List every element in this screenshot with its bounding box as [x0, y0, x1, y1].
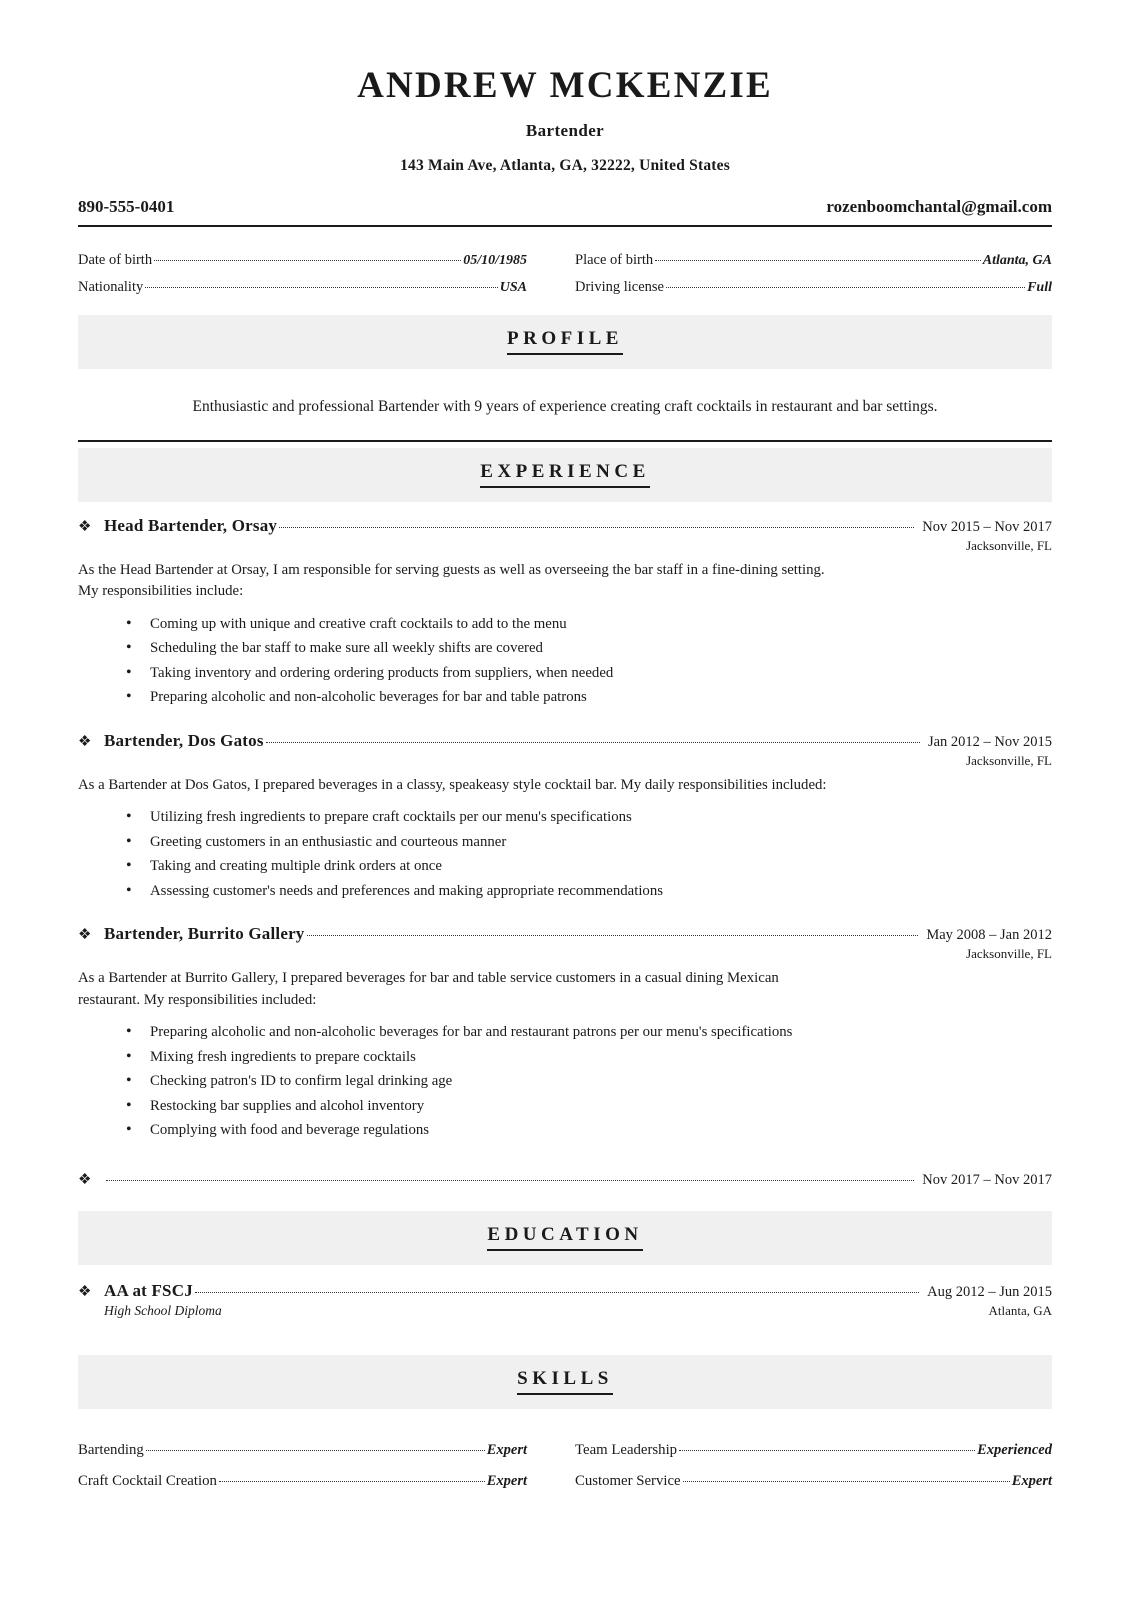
detail-label: Nationality [78, 278, 144, 295]
section-title: EXPERIENCE [480, 461, 650, 488]
experience-section [78, 502, 1052, 1189]
list-item: • Utilizing fresh ingredients to prepare craft cocktails per our menu's specifications [126, 806, 956, 828]
education-subrow [78, 1303, 1052, 1319]
dot-leader [106, 1180, 914, 1181]
entry-date: Jan 2012 – Nov 2015 [927, 733, 1052, 750]
entry-title: Bartender, Burrito Gallery [104, 924, 305, 944]
entry-location: Jacksonville, FL [966, 752, 1052, 768]
entry-header [78, 731, 1052, 751]
entry-date: May 2008 – Jan 2012 [926, 927, 1052, 944]
skill-item [565, 1435, 1052, 1466]
entry-date: Nov 2015 – Nov 2017 [922, 518, 1052, 535]
dot-leader [683, 1481, 1010, 1482]
entry-bullet-list [78, 1021, 956, 1141]
diamond-icon: ❖ [78, 733, 92, 750]
list-item: • Taking inventory and ordering ordering products from suppliers, when needed [126, 662, 956, 684]
experience-entry-empty [78, 1164, 1052, 1189]
detail-driving-license [565, 274, 1052, 301]
entry-date: Nov 2017 – Nov 2017 [922, 1171, 1052, 1188]
contact-row [78, 197, 1052, 227]
skill-name: Customer Service [575, 1472, 681, 1489]
entry-title: Head Bartender, Orsay [104, 515, 278, 535]
detail-date-of-birth [78, 247, 565, 274]
diamond-icon: ❖ [78, 927, 92, 944]
dot-leader [655, 260, 981, 261]
skill-level: Experienced [977, 1441, 1052, 1458]
section-title: SKILLS [517, 1368, 613, 1395]
profile-section [78, 369, 1052, 442]
dot-leader [666, 287, 1025, 288]
list-item: • Taking and creating multiple drink orders at once [126, 855, 956, 877]
detail-label: Driving license [575, 278, 664, 295]
detail-value: USA [499, 279, 527, 295]
skill-level: Expert [486, 1472, 527, 1489]
experience-entry [78, 516, 1052, 709]
dot-leader [154, 260, 461, 261]
skill-item [565, 1466, 1052, 1497]
entry-header [78, 1164, 1052, 1189]
dot-leader [279, 527, 914, 528]
entry-description: As the Head Bartender at Orsay, I am responsible for serving guests as well as overseeing the bar staff in a fine-dining setting. My responsibilities include: [78, 561, 825, 600]
skill-level: Expert [1011, 1472, 1052, 1489]
education-degree: High School Diploma [104, 1302, 222, 1318]
section-banner-experience [78, 448, 1052, 502]
profile-text: Enthusiastic and professional Bartender with 9 years of experience creating craft cocktails in restaurant and bar settings. [192, 397, 938, 415]
skill-name: Craft Cocktail Creation [78, 1472, 217, 1489]
candidate-job-title: Bartender [525, 120, 605, 140]
entry-description: As a Bartender at Dos Gatos, I prepared beverages in a classy, speakeasy style cocktail bar. My daily responsibilities included: [78, 776, 827, 793]
detail-label: Place of birth [575, 251, 654, 268]
candidate-address: 143 Main Ave, Atlanta, GA, 32222, United States [400, 156, 730, 174]
detail-value: Atlanta, GA [982, 252, 1052, 268]
list-item: • Greeting customers in an enthusiastic and courteous manner [126, 831, 956, 853]
list-item: • Restocking bar supplies and alcohol inventory [126, 1095, 956, 1117]
skills-section [78, 1409, 1052, 1537]
entry-location: Jacksonville, FL [966, 946, 1052, 962]
entry-bullet-list [78, 613, 956, 709]
skill-name: Bartending [78, 1441, 144, 1458]
detail-label: Date of birth [78, 251, 153, 268]
entry-header [78, 924, 1052, 944]
section-banner-skills [78, 1355, 1052, 1409]
section-banner-education [78, 1211, 1052, 1265]
experience-entry [78, 731, 1052, 902]
entry-location: Jacksonville, FL [966, 537, 1052, 553]
section-banner-profile [78, 315, 1052, 369]
dot-leader [195, 1292, 919, 1293]
section-title: EDUCATION [487, 1224, 642, 1251]
contact-email[interactable]: rozenboomchantal@gmail.com [826, 196, 1052, 216]
list-item: • Scheduling the bar staff to make sure all weekly shifts are covered [126, 637, 956, 659]
dot-leader [145, 287, 498, 288]
experience-entry [78, 924, 1052, 1141]
detail-place-of-birth [565, 247, 1052, 274]
candidate-name: ANDREW MCKENZIE [357, 65, 773, 106]
entry-bullet-list [78, 806, 956, 902]
diamond-icon: ❖ [78, 1171, 92, 1188]
diamond-icon: ❖ [78, 1283, 92, 1300]
dot-leader [307, 935, 919, 936]
skill-level: Expert [486, 1441, 527, 1458]
list-item: • Coming up with unique and creative craft cocktails to add to the menu [126, 613, 956, 635]
entry-date: Aug 2012 – Jun 2015 [927, 1283, 1052, 1300]
entry-description: As a Bartender at Burrito Gallery, I prepared beverages for bar and table service customers in a casual dining Mexican restaurant. My responsibilities included: [78, 970, 779, 1008]
list-item: • Assessing customer's needs and preferences and making appropriate recommendations [126, 880, 956, 902]
entry-title: Bartender, Dos Gatos [104, 730, 264, 750]
contact-phone[interactable]: 890-555-0401 [78, 196, 175, 216]
list-item: • Complying with food and beverage regulations [126, 1119, 956, 1141]
education-entry [78, 1281, 1052, 1319]
personal-details [78, 227, 1052, 309]
dot-leader [679, 1450, 975, 1451]
dot-leader [266, 742, 920, 743]
entry-header [78, 1281, 1052, 1301]
skill-name: Team Leadership [575, 1441, 678, 1458]
list-item: • Preparing alcoholic and non-alcoholic beverages for bar and restaurant patrons per our menu's specifications [126, 1021, 956, 1043]
resume-header [78, 0, 1052, 227]
skill-item [78, 1435, 565, 1466]
entry-header [78, 516, 1052, 536]
diamond-icon: ❖ [78, 518, 92, 535]
section-title: PROFILE [507, 328, 623, 355]
dot-leader [146, 1450, 485, 1451]
detail-nationality [78, 274, 565, 301]
entry-title: AA at FSCJ [104, 1280, 193, 1300]
detail-value: Full [1027, 279, 1052, 295]
list-item: • Mixing fresh ingredients to prepare cocktails [126, 1046, 956, 1068]
detail-value: 05/10/1985 [463, 252, 527, 268]
dot-leader [219, 1481, 485, 1482]
skill-item [78, 1466, 565, 1497]
list-item: • Preparing alcoholic and non-alcoholic beverages for bar and table patrons [126, 686, 956, 708]
education-section [78, 1265, 1052, 1349]
list-item: • Checking patron's ID to confirm legal drinking age [126, 1070, 956, 1092]
education-location: Atlanta, GA [988, 1302, 1052, 1318]
